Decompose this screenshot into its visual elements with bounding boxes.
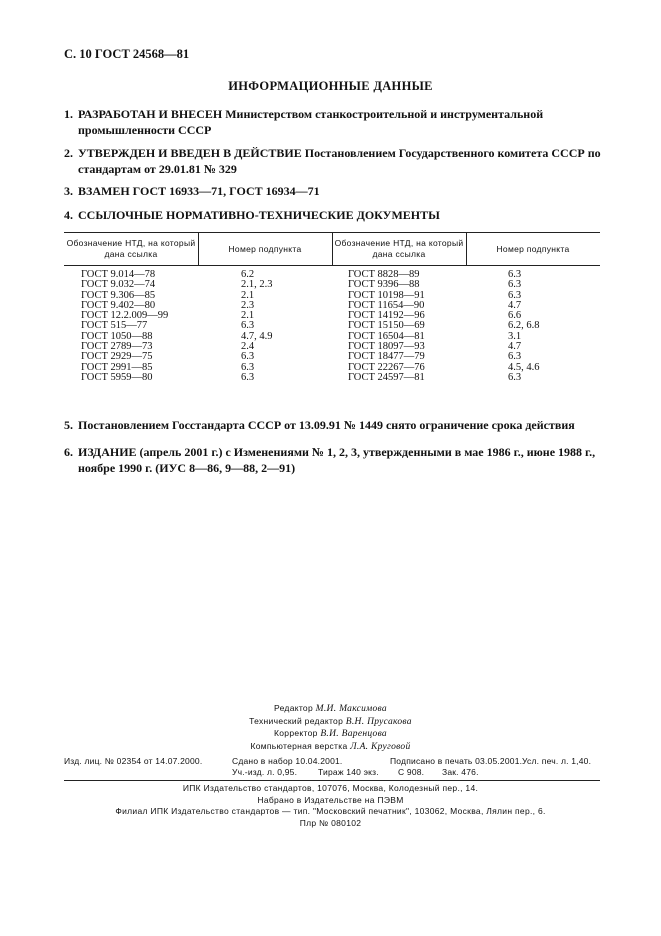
item-text: ССЫЛОЧНЫЕ НОРМАТИВНО-ТЕХНИЧЕСКИЕ ДОКУМЕНТЫ bbox=[78, 208, 440, 222]
clause-cell: 6.3 bbox=[508, 279, 522, 291]
item-number: 5. bbox=[64, 418, 73, 432]
clause-cell: 2.1 bbox=[241, 310, 255, 322]
clause-cell: 6.6 bbox=[508, 310, 522, 322]
typeset-date: Сдано в набор 10.04.2001. bbox=[232, 756, 343, 766]
item-number: 2. bbox=[64, 146, 73, 160]
signed-date: Подписано в печать 03.05.2001. bbox=[390, 756, 523, 766]
footer bbox=[0, 783, 661, 829]
item-text: Постановлением Госстандарта СССР от 13.09.91 № 1449 снято ограничение срока действия bbox=[78, 418, 575, 432]
ntd-cell: ГОСТ 1050—88 bbox=[81, 330, 153, 342]
ntd-cell: ГОСТ 11654—90 bbox=[348, 299, 425, 311]
ntd-cell: ГОСТ 9.402—80 bbox=[81, 299, 156, 311]
item-text: РАЗРАБОТАН И ВНЕСЕН Министерством станкостроительной и инструментальной промышленности СССР bbox=[78, 107, 544, 137]
clause-cell: 2.1 bbox=[241, 289, 255, 301]
tech-editor-name: В.Н. Прусакова bbox=[345, 716, 412, 727]
editor-name: М.И. Максимова bbox=[315, 704, 387, 714]
clause-cell: 6.3 bbox=[241, 371, 255, 383]
ntd-cell: ГОСТ 16504—81 bbox=[348, 330, 425, 342]
publisher-address: ИПК Издательство стандартов, 107076, Москва, Колодезный пер., 14. bbox=[182, 783, 479, 793]
table-body bbox=[64, 270, 600, 383]
license-number: Изд. лиц. № 02354 от 14.07.2000. bbox=[64, 756, 203, 766]
clause-cell: 6.3 bbox=[508, 269, 522, 280]
tech-editor-line bbox=[0, 716, 661, 729]
header-ntd-right: Обозначение НТД, на который дана ссылка bbox=[334, 238, 464, 259]
clause-cell: 6.3 bbox=[241, 351, 255, 363]
item-number: 1. bbox=[64, 107, 73, 121]
layout-name: Л.А. Круговой bbox=[350, 741, 411, 752]
clause-cell: 6.3 bbox=[241, 361, 255, 373]
clause-cell: 2.3 bbox=[241, 299, 255, 311]
circulation: Тираж 140 экз. bbox=[318, 767, 379, 777]
info-item-3 bbox=[64, 183, 602, 199]
page-title: ИНФОРМАЦИОННЫЕ ДАННЫЕ bbox=[228, 79, 433, 93]
item-number: 3. bbox=[64, 184, 73, 198]
clause-cell: 3.1 bbox=[508, 330, 522, 342]
corrector-line bbox=[0, 728, 661, 741]
page-header: С. 10 ГОСТ 24568—81 bbox=[64, 47, 190, 61]
info-item-6 bbox=[64, 444, 602, 476]
table-header bbox=[64, 232, 600, 266]
clause-cell: 4.7, 4.9 bbox=[241, 330, 273, 342]
layout-label: Компьютерная верстка bbox=[250, 740, 348, 751]
clause-cell: 6.3 bbox=[508, 351, 522, 363]
clause-cell: 6.2 bbox=[241, 269, 255, 280]
ntd-cell: ГОСТ 18097—93 bbox=[348, 341, 425, 353]
clause-cell: 4.7 bbox=[508, 299, 522, 311]
ntd-cell: ГОСТ 2789—73 bbox=[81, 341, 153, 353]
ntd-cell: ГОСТ 5959—80 bbox=[81, 371, 153, 383]
info-item-5 bbox=[64, 417, 602, 433]
ntd-cell: ГОСТ 2929—75 bbox=[81, 351, 153, 363]
item-text: ИЗДАНИЕ (апрель 2001 г.) с Изменениями № 1, 2, 3, утвержденными в мае 1986 г., июне 1988 г., ноябре 1990 г. (ИУС 8—86, 9—88, 2—91) bbox=[78, 445, 596, 475]
footer-divider bbox=[64, 780, 600, 781]
corrector-name: В.И. Варенцова bbox=[320, 729, 387, 739]
order-c: С 908. bbox=[398, 767, 425, 777]
ntd-cell: ГОСТ 14192—96 bbox=[348, 310, 425, 322]
print-sheets: Усл. печ. л. 1,40. bbox=[522, 756, 592, 766]
ntd-cell: ГОСТ 8828—89 bbox=[348, 269, 420, 280]
info-item-1 bbox=[64, 106, 602, 138]
ntd-cell: ГОСТ 15150—69 bbox=[348, 320, 425, 332]
item-number: 4. bbox=[64, 208, 73, 222]
editor-line bbox=[0, 703, 661, 716]
ntd-cell: ГОСТ 9.306—85 bbox=[81, 289, 156, 301]
item-text: УТВЕРЖДЕН И ВВЕДЕН В ДЕЙСТВИЕ Постановлением Государственного комитета СССР по стандартам от 29.01.81 № 329 bbox=[78, 146, 601, 176]
editor-label: Редактор bbox=[274, 703, 313, 713]
ntd-cell: ГОСТ 18477—79 bbox=[348, 351, 425, 363]
imprint-block bbox=[0, 703, 661, 753]
clause-cell: 6.2, 6.8 bbox=[508, 320, 540, 332]
publishing-sheets: Уч.-изд. л. 0,95. bbox=[232, 767, 298, 777]
typeset-note: Набрано в Издательстве на ПЭВМ bbox=[257, 794, 404, 805]
header-clause-right: Номер подпункта bbox=[496, 243, 570, 254]
table-row bbox=[64, 373, 600, 383]
order-number: Зак. 476. bbox=[442, 767, 479, 777]
ntd-cell: ГОСТ 24597—81 bbox=[348, 371, 425, 383]
ntd-cell: ГОСТ 9396—88 bbox=[348, 279, 420, 291]
clause-cell: 6.3 bbox=[508, 371, 522, 383]
tech-editor-label: Технический редактор bbox=[249, 715, 344, 726]
info-item-2 bbox=[64, 145, 602, 177]
ntd-cell: ГОСТ 9.032—74 bbox=[81, 279, 156, 291]
clause-cell: 2.4 bbox=[241, 341, 255, 353]
ntd-cell: ГОСТ 9.014—78 bbox=[81, 269, 156, 280]
references-table bbox=[64, 232, 600, 383]
clause-cell: 4.7 bbox=[508, 341, 522, 353]
ntd-cell: ГОСТ 12.2.009—99 bbox=[81, 310, 169, 322]
ntd-cell: ГОСТ 2991—85 bbox=[81, 361, 153, 373]
corrector-label: Корректор bbox=[274, 728, 318, 738]
header-clause-left: Номер подпункта bbox=[228, 243, 302, 254]
clause-cell: 6.3 bbox=[241, 320, 255, 332]
layout-line bbox=[0, 741, 661, 754]
clause-cell: 6.3 bbox=[508, 289, 522, 301]
header-ntd-left: Обозначение НТД, на который дана ссылка bbox=[66, 238, 196, 259]
clause-cell: 2.1, 2.3 bbox=[241, 279, 273, 291]
ntd-cell: ГОСТ 22267—76 bbox=[348, 361, 425, 373]
item-number: 6. bbox=[64, 445, 73, 459]
item-text: ВЗАМЕН ГОСТ 16933—71, ГОСТ 16934—71 bbox=[78, 184, 320, 198]
info-item-4 bbox=[64, 207, 602, 223]
clause-cell: 4.5, 4.6 bbox=[508, 361, 540, 373]
printer-license: Плр № 080102 bbox=[299, 817, 362, 828]
ntd-cell: ГОСТ 515—77 bbox=[81, 320, 148, 332]
ntd-cell: ГОСТ 10198—91 bbox=[348, 289, 425, 301]
printer-address: Филиал ИПК Издательство стандартов — тип. "Московский печатник", 103062, Москва, Лялин пер., 6. bbox=[115, 806, 546, 816]
